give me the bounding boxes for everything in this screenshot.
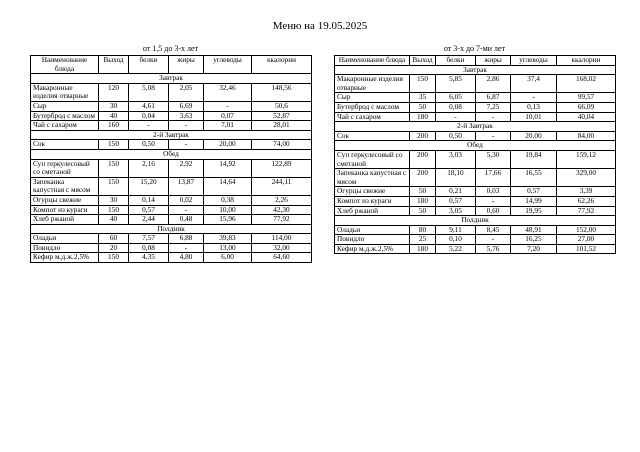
value-cell: 39,83 [204, 234, 252, 244]
table-row [31, 243, 312, 253]
value-cell: 0,57 [129, 205, 169, 215]
value-cell: 0,38 [204, 195, 252, 205]
table-row [335, 75, 616, 93]
value-cell: 2,26 [252, 195, 312, 205]
value-cell: 6,88 [169, 234, 204, 244]
dish-name-cell: Бутерброд с маслом [31, 111, 99, 121]
value-cell: - [204, 101, 252, 111]
table-row [31, 140, 312, 150]
value-cell: 5,22 [436, 244, 476, 254]
value-cell: 4,61 [129, 101, 169, 111]
value-cell: 5,85 [436, 75, 476, 93]
value-cell: 180 [410, 244, 436, 254]
table-row [335, 187, 616, 197]
column-header: белки [436, 56, 476, 66]
dish-name-cell: Оладьи [335, 225, 410, 235]
value-cell: - [169, 205, 204, 215]
section-title: Завтрак [31, 74, 312, 84]
value-cell: 20,00 [511, 131, 557, 141]
table-row [31, 111, 312, 121]
value-cell: 0,03 [476, 187, 511, 197]
value-cell: 0,50 [436, 131, 476, 141]
value-cell: 16,25 [511, 235, 557, 245]
value-cell: 200 [410, 150, 436, 168]
value-cell: 32,46 [204, 83, 252, 101]
value-cell: 30 [99, 195, 129, 205]
value-cell: 50 [410, 187, 436, 197]
value-cell: - [511, 93, 557, 103]
value-cell: 101,52 [557, 244, 616, 254]
section-title: Завтрак [335, 65, 616, 75]
value-cell: 13,87 [169, 177, 204, 195]
value-cell: 35 [410, 93, 436, 103]
value-cell: 5,08 [129, 83, 169, 101]
value-cell: 15,20 [129, 177, 169, 195]
column-header: Выход [99, 56, 129, 74]
value-cell: - [169, 243, 204, 253]
dish-name-cell: Сок [31, 140, 99, 150]
column-header: Наименование блюда [335, 56, 410, 66]
value-cell: 2,16 [129, 159, 169, 177]
table-row [335, 112, 616, 122]
value-cell: 0,13 [511, 102, 557, 112]
value-cell: 150 [99, 177, 129, 195]
section-row [335, 216, 616, 226]
value-cell: 19,95 [511, 206, 557, 216]
table-row [31, 253, 312, 263]
dish-name-cell: Хлеб ржаной [335, 206, 410, 216]
section-title: 2-й Завтрак [31, 130, 312, 140]
value-cell: 19,84 [511, 150, 557, 168]
value-cell: 114,00 [252, 234, 312, 244]
value-cell: - [476, 196, 511, 206]
value-cell: 7,01 [204, 121, 252, 131]
dish-name-cell: Компот из кураги [335, 196, 410, 206]
value-cell: 20,00 [204, 140, 252, 150]
value-cell: 6,05 [436, 93, 476, 103]
value-cell: 148,56 [252, 83, 312, 101]
section-row [335, 141, 616, 151]
value-cell: 14,99 [511, 196, 557, 206]
table-row [31, 195, 312, 205]
value-cell: 168,02 [557, 75, 616, 93]
value-cell: 150 [99, 205, 129, 215]
table-row [31, 83, 312, 101]
dish-name-cell: Кефир м.д.ж.2,5% [335, 244, 410, 254]
value-cell: 8,45 [476, 225, 511, 235]
value-cell: 99,57 [557, 93, 616, 103]
value-cell: - [169, 140, 204, 150]
value-cell: 0,07 [204, 111, 252, 121]
table-header-row [335, 56, 616, 66]
value-cell: 200 [410, 131, 436, 141]
dish-name-cell: Запеканка капустная с мясом [335, 169, 410, 187]
value-cell: 0,57 [511, 187, 557, 197]
value-cell: 17,66 [476, 169, 511, 187]
column-header: ккалории [557, 56, 616, 66]
value-cell: 40 [99, 215, 129, 225]
value-cell: 7,25 [476, 102, 511, 112]
value-cell: 0,21 [436, 187, 476, 197]
value-cell: 74,00 [252, 140, 312, 150]
table-caption-right: от 3-х до 7-ми лет [443, 44, 506, 53]
value-cell: 50 [410, 102, 436, 112]
value-cell: 37,4 [511, 75, 557, 93]
value-cell: 20 [99, 243, 129, 253]
section-row [31, 130, 312, 140]
value-cell: 3,63 [169, 111, 204, 121]
value-cell: 2,86 [476, 75, 511, 93]
value-cell: 244,11 [252, 177, 312, 195]
value-cell: 3,05 [436, 206, 476, 216]
dish-name-cell: Сыр [31, 101, 99, 111]
value-cell: 9,11 [436, 225, 476, 235]
value-cell: 7,57 [129, 234, 169, 244]
table-row [31, 177, 312, 195]
table-row [335, 93, 616, 103]
value-cell: 40 [99, 111, 129, 121]
value-cell: 120 [99, 83, 129, 101]
menu-table-older [334, 55, 616, 254]
value-cell: 84,00 [557, 131, 616, 141]
value-cell: 14,64 [204, 177, 252, 195]
value-cell: 0,48 [169, 215, 204, 225]
value-cell: 150 [99, 159, 129, 177]
value-cell: 2,92 [169, 159, 204, 177]
table-caption-left: от 1,5 до 3-х лет [142, 44, 199, 53]
value-cell: 0,08 [436, 102, 476, 112]
value-cell: 27,00 [557, 235, 616, 245]
table-row [335, 150, 616, 168]
section-row [31, 149, 312, 159]
dish-name-cell: Чай с сахаром [335, 112, 410, 122]
table-row [335, 244, 616, 254]
table-row [335, 169, 616, 187]
value-cell: 62,26 [557, 196, 616, 206]
value-cell: 60 [99, 234, 129, 244]
value-cell: 4,35 [129, 253, 169, 263]
dish-name-cell: Чай с сахаром [31, 121, 99, 131]
value-cell: 150 [99, 253, 129, 263]
value-cell: 15,96 [204, 215, 252, 225]
value-cell: 48,91 [511, 225, 557, 235]
value-cell: 5,30 [476, 150, 511, 168]
value-cell: 329,00 [557, 169, 616, 187]
value-cell: 77,92 [252, 215, 312, 225]
table-row [335, 196, 616, 206]
value-cell: 5,76 [476, 244, 511, 254]
value-cell: 66,09 [557, 102, 616, 112]
table-row [31, 159, 312, 177]
value-cell: 50 [410, 206, 436, 216]
table-row [335, 102, 616, 112]
section-title: Полдник [335, 216, 616, 226]
value-cell: 3,03 [436, 150, 476, 168]
menu-table-young [30, 55, 312, 263]
value-cell: 42,30 [252, 205, 312, 215]
column-header: Выход [410, 56, 436, 66]
column-header: Наименование блюда [31, 56, 99, 74]
value-cell: 4,80 [169, 253, 204, 263]
value-cell: 0,04 [129, 111, 169, 121]
value-cell: 2,05 [169, 83, 204, 101]
value-cell: 30 [99, 101, 129, 111]
value-cell: 0,10 [436, 235, 476, 245]
column-header: белки [129, 56, 169, 74]
value-cell: 3,39 [557, 187, 616, 197]
dish-name-cell: Суп геркулесовый со сметаной [31, 159, 99, 177]
dish-name-cell: Сок [335, 131, 410, 141]
value-cell: 80 [410, 225, 436, 235]
dish-name-cell: Кефир м.д.ж.2,5% [31, 253, 99, 263]
dish-name-cell: Огурцы свежие [335, 187, 410, 197]
table-row [31, 101, 312, 111]
value-cell: 122,89 [252, 159, 312, 177]
value-cell: - [169, 121, 204, 131]
value-cell: - [476, 131, 511, 141]
value-cell: 2,44 [129, 215, 169, 225]
section-title: 2-й Завтрак [335, 122, 616, 132]
value-cell: - [476, 112, 511, 122]
dish-name-cell: Макаронные изделия отварные [31, 83, 99, 101]
value-cell: 40,04 [557, 112, 616, 122]
value-cell: 52,87 [252, 111, 312, 121]
value-cell: - [129, 121, 169, 131]
dish-name-cell: Повидло [31, 243, 99, 253]
value-cell: 64,60 [252, 253, 312, 263]
value-cell: 152,00 [557, 225, 616, 235]
section-title: Обед [335, 141, 616, 151]
section-row [335, 65, 616, 75]
value-cell: 159,12 [557, 150, 616, 168]
section-title: Полдник [31, 224, 312, 234]
table-row [31, 121, 312, 131]
value-cell: 13,00 [204, 243, 252, 253]
table-row [335, 206, 616, 216]
page-title: Меню на 19.05.2025 [272, 20, 368, 32]
value-cell: 25 [410, 235, 436, 245]
table-row [31, 234, 312, 244]
column-header: углеводы [204, 56, 252, 74]
value-cell: 10,01 [511, 112, 557, 122]
dish-name-cell: Макаронные изделия отварные [335, 75, 410, 93]
value-cell: 180 [410, 112, 436, 122]
value-cell: 0,14 [129, 195, 169, 205]
dish-name-cell: Повидло [335, 235, 410, 245]
value-cell: 16,55 [511, 169, 557, 187]
section-row [31, 74, 312, 84]
value-cell: 32,00 [252, 243, 312, 253]
section-row [31, 224, 312, 234]
value-cell: 200 [410, 169, 436, 187]
value-cell: 18,10 [436, 169, 476, 187]
value-cell: 0,50 [129, 140, 169, 150]
value-cell: 50,6 [252, 101, 312, 111]
column-header: углеводы [511, 56, 557, 66]
value-cell: 180 [410, 196, 436, 206]
section-title: Обед [31, 149, 312, 159]
dish-name-cell: Огурцы свежие [31, 195, 99, 205]
value-cell: 0,60 [476, 206, 511, 216]
value-cell: 160 [99, 121, 129, 131]
section-row [335, 122, 616, 132]
column-header: жиры [169, 56, 204, 74]
column-header: ккалории [252, 56, 312, 74]
table-row [31, 205, 312, 215]
table-row [335, 235, 616, 245]
dish-name-cell: Компот из кураги [31, 205, 99, 215]
dish-name-cell: Сыр [335, 93, 410, 103]
value-cell: 150 [99, 140, 129, 150]
value-cell: 14,92 [204, 159, 252, 177]
value-cell: - [436, 112, 476, 122]
value-cell: 6,87 [476, 93, 511, 103]
dish-name-cell: Бутерброд с маслом [335, 102, 410, 112]
value-cell: 6,00 [204, 253, 252, 263]
value-cell: 77,92 [557, 206, 616, 216]
table-row [335, 225, 616, 235]
column-header: жиры [476, 56, 511, 66]
table-header-row [31, 56, 312, 74]
table-row [335, 131, 616, 141]
value-cell: 0,57 [436, 196, 476, 206]
dish-name-cell: Запеканка капустная с мясом [31, 177, 99, 195]
value-cell: 7,20 [511, 244, 557, 254]
value-cell: 6,69 [169, 101, 204, 111]
value-cell: - [476, 235, 511, 245]
table-row [31, 215, 312, 225]
dish-name-cell: Суп геркулесовый со сметаной [335, 150, 410, 168]
value-cell: 10,00 [204, 205, 252, 215]
value-cell: 0,02 [169, 195, 204, 205]
value-cell: 0,08 [129, 243, 169, 253]
dish-name-cell: Оладьи [31, 234, 99, 244]
value-cell: 28,01 [252, 121, 312, 131]
value-cell: 150 [410, 75, 436, 93]
dish-name-cell: Хлеб ржаной [31, 215, 99, 225]
